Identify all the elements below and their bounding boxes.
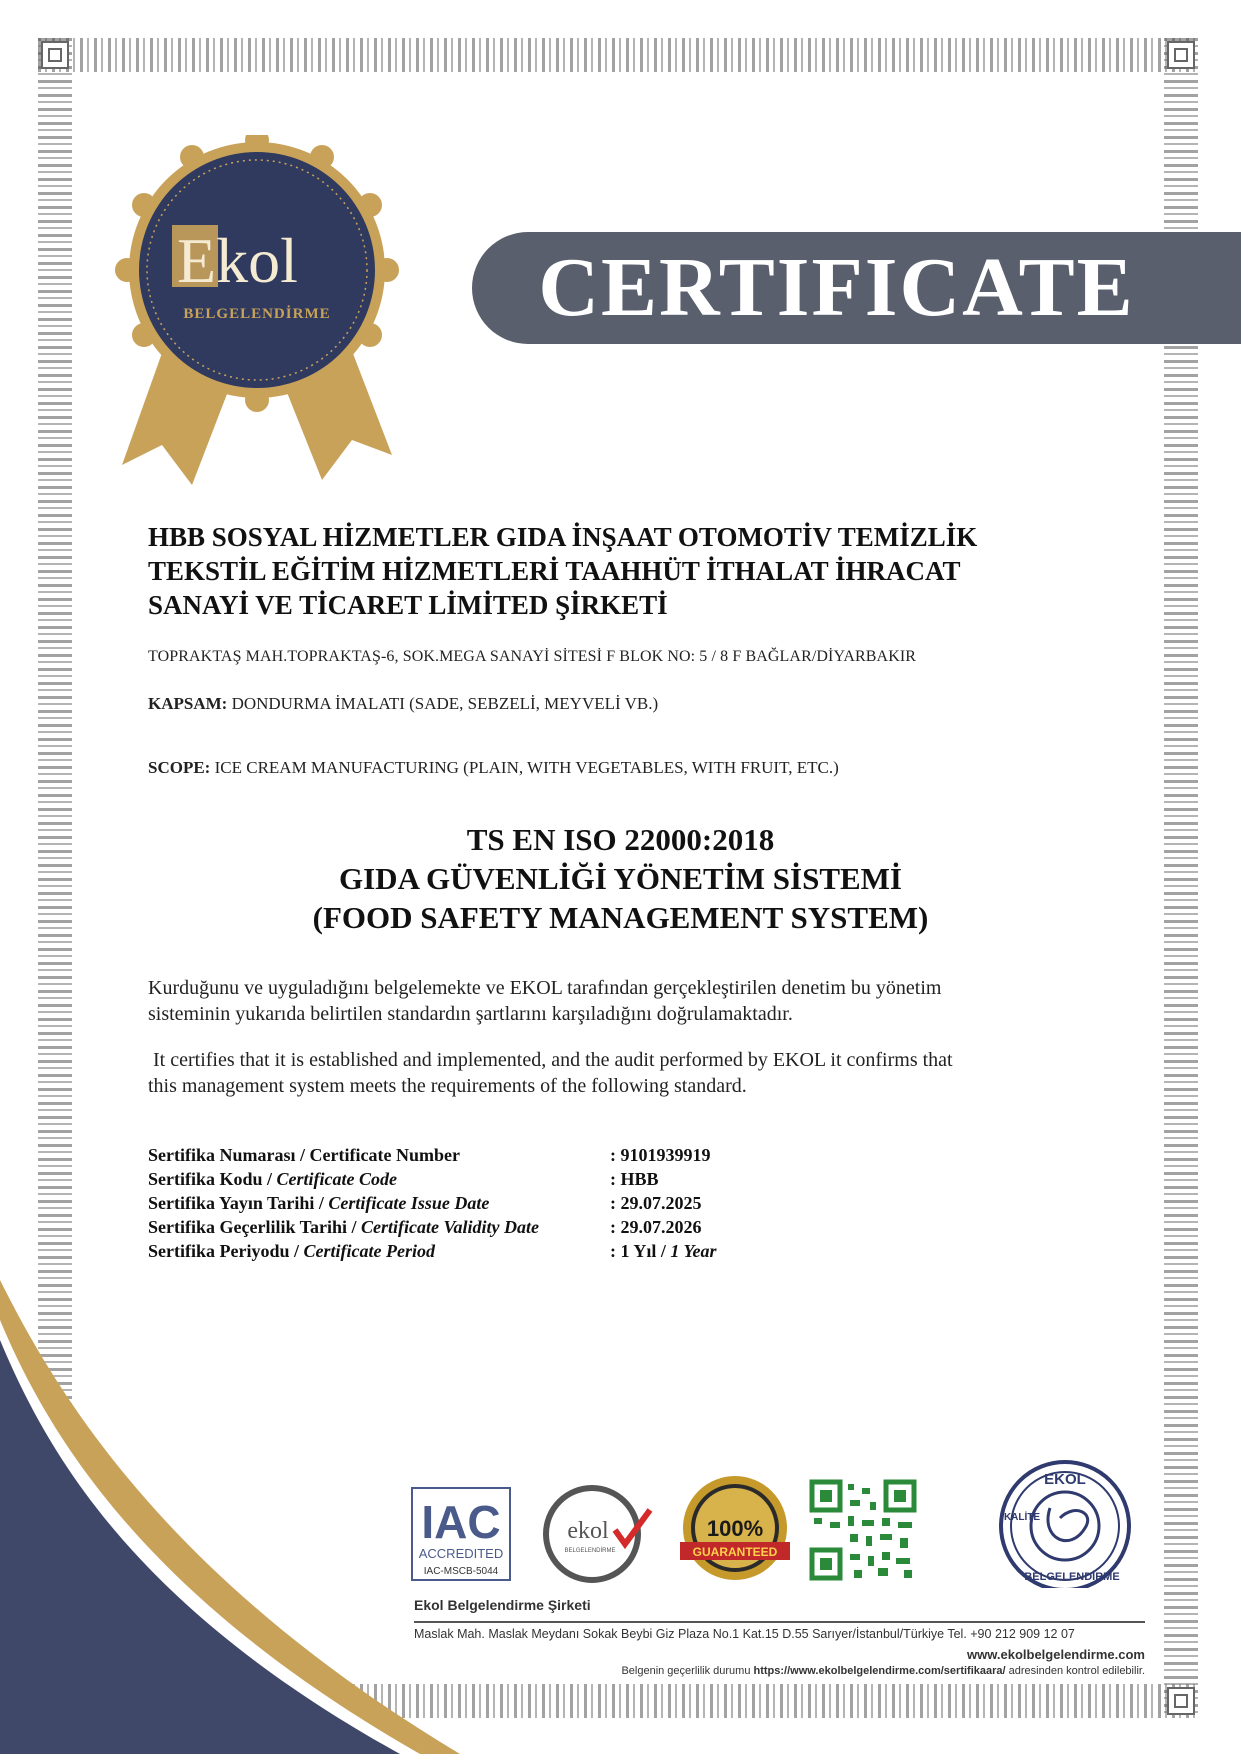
border-top xyxy=(38,38,1198,72)
statement-line: It certifies that it is established and implemented, and the audit performed by EKOL it confirms that xyxy=(148,1049,953,1071)
ekol-check-badge xyxy=(546,1488,650,1580)
ekol-quality-stamp xyxy=(1001,1462,1129,1588)
certificate-details xyxy=(148,1143,717,1263)
standard-code: TS EN ISO 22000:2018 xyxy=(466,822,775,857)
detail-label: Sertifika Periyodu / Certificate Period xyxy=(148,1241,435,1261)
scope-value: ICE CREAM MANUFACTURING (PLAIN, WITH VEGETABLES, WITH FRUIT, ETC.) xyxy=(210,758,839,777)
statement-line: sisteminin yukarıda belirtilen standardın şartlarını karşıladığını doğrulamaktadır. xyxy=(148,1003,793,1025)
border-corner xyxy=(1167,1687,1195,1715)
svg-text:100%: 100% xyxy=(706,1516,764,1541)
company-address: TOPRAKTAŞ MAH.TOPRAKTAŞ-6, SOK.MEGA SANAYİ SİTESİ F BLOK NO: 5 / 8 F BAĞLAR/DİYARBAKIR xyxy=(148,648,917,665)
svg-text:EKOL: EKOL xyxy=(1044,1471,1086,1488)
detail-row xyxy=(148,1191,717,1215)
svg-text:GUARANTEED: GUARANTEED xyxy=(692,1545,778,1559)
guarantee-badge xyxy=(680,1476,790,1580)
standard-name-tr: GIDA GÜVENLİĞİ YÖNETİM SİSTEMİ xyxy=(339,861,902,896)
detail-row xyxy=(148,1239,717,1263)
svg-text:BELGELENDİRME: BELGELENDİRME xyxy=(1024,1571,1120,1583)
detail-value: : 1 Yıl / 1 Year xyxy=(610,1241,717,1261)
footer-website[interactable]: www.ekolbelgelendirme.com xyxy=(967,1647,1145,1662)
detail-row xyxy=(148,1143,717,1167)
validity-link[interactable]: https://www.ekolbelgelendirme.com/sertifikaara/ xyxy=(753,1665,1006,1677)
detail-label: Sertifika Yayın Tarihi / Certificate Issue Date xyxy=(148,1193,490,1213)
svg-text:ACCREDITED: ACCREDITED xyxy=(418,1546,504,1561)
standard-name-en: (FOOD SAFETY MANAGEMENT SYSTEM) xyxy=(312,900,929,935)
svg-text:IAC: IAC xyxy=(421,1496,501,1548)
svg-text:KALİTE: KALİTE xyxy=(1003,1512,1041,1523)
detail-value: : HBB xyxy=(610,1169,659,1189)
scope-label: KAPSAM: xyxy=(148,694,228,713)
detail-row xyxy=(148,1167,717,1191)
corner-swoosh-decoration xyxy=(0,1280,460,1754)
svg-text:ekol: ekol xyxy=(567,1518,609,1544)
logo-text: Ekol xyxy=(177,225,298,296)
scope-value: DONDURMA İMALATI (SADE, SEBZELİ, MEYVELİ VB.) xyxy=(227,694,659,713)
detail-value: : 9101939919 xyxy=(610,1145,711,1165)
detail-row xyxy=(148,1215,717,1239)
qr-code xyxy=(810,1480,918,1582)
scope-turkish xyxy=(148,694,658,714)
detail-label: Sertifika Numarası / Certificate Number xyxy=(148,1145,460,1165)
iac-accredited-badge xyxy=(412,1488,510,1580)
detail-value: : 29.07.2025 xyxy=(610,1193,702,1213)
scope-english xyxy=(148,758,839,778)
footer-validity-note: Belgenin geçerlilik durumu https://www.ekolbelgelendirme.com/sertifikaara/ adresinden kontrol edilebilir. xyxy=(621,1665,1145,1677)
company-name-line: TEKSTİL EĞİTİM HİZMETLERİ TAAHHÜT İTHALAT İHRACAT xyxy=(148,556,961,586)
logo-subtext: BELGELENDİRME xyxy=(183,306,331,322)
detail-value: : 29.07.2026 xyxy=(610,1217,702,1237)
statement-english xyxy=(148,1047,1088,1099)
company-name-line: SANAYİ VE TİCARET LİMİTED ŞİRKETİ xyxy=(148,590,668,620)
statement-turkish xyxy=(148,975,1088,1027)
footer-company: Ekol Belgelendirme Şirketi xyxy=(414,1597,591,1613)
ekol-seal-logo xyxy=(112,135,402,485)
svg-text:IAC-MSCB-5044: IAC-MSCB-5044 xyxy=(423,1566,499,1577)
standard-block xyxy=(148,820,1093,937)
certificate-title: CERTIFICATE xyxy=(538,241,1135,334)
svg-text:BELGELENDİRME: BELGELENDİRME xyxy=(564,1548,616,1554)
scope-label: SCOPE: xyxy=(148,758,211,777)
border-corner xyxy=(1167,41,1195,69)
detail-label: Sertifika Geçerlilik Tarihi / Certificate Validity Date xyxy=(148,1217,539,1237)
statement-line: this management system meets the requirements of the following standard. xyxy=(148,1075,747,1097)
company-name xyxy=(148,520,1108,622)
detail-label: Sertifika Kodu / Certificate Code xyxy=(148,1169,397,1189)
footer-divider xyxy=(414,1621,1145,1623)
footer-address: Maslak Mah. Maslak Meydanı Sokak Beybi Giz Plaza No.1 Kat.15 D.55 Sarıyer/İstanbul/Türkiye Tel. +90 212 909 12 07 xyxy=(414,1627,1075,1641)
border-corner xyxy=(41,41,69,69)
statement-line: Kurduğunu ve uyguladığını belgelemekte ve EKOL tarafından gerçekleştirilen denetim bu yönetim xyxy=(148,977,942,999)
company-name-line: HBB SOSYAL HİZMETLER GIDA İNŞAAT OTOMOTİV TEMİZLİK xyxy=(148,522,978,552)
accreditation-badges xyxy=(410,1458,1150,1588)
